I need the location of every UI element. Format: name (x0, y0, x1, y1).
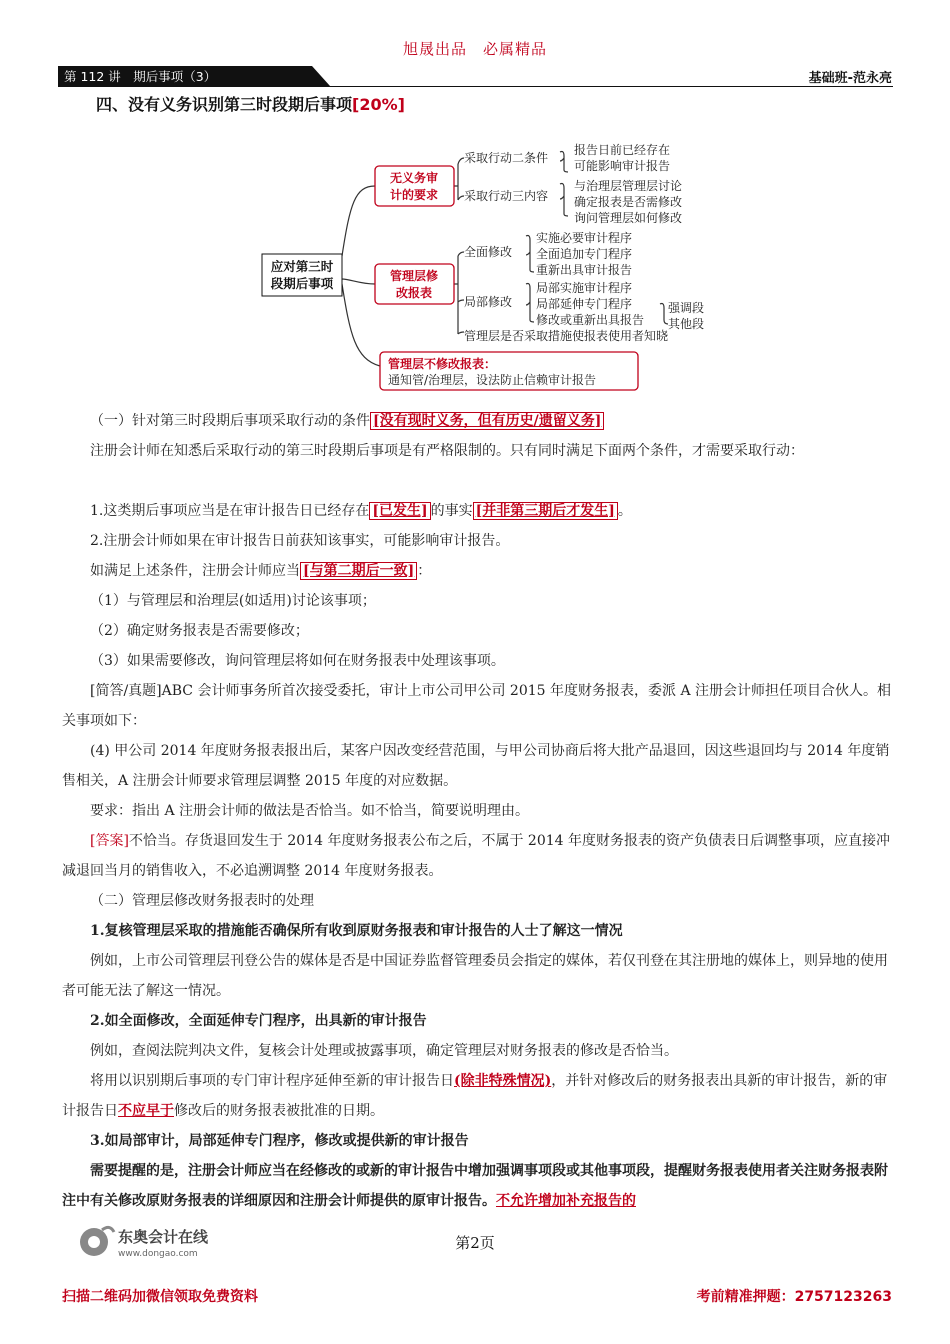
section-title (96, 92, 405, 115)
tag-occurred: [已发生] (369, 502, 430, 520)
header-divider (58, 86, 893, 87)
mindmap-node1-c2: 采取行动三内容 (464, 189, 549, 203)
mindmap-node2-c1: 全面修改 (464, 245, 513, 259)
mindmap-node2-c2-item2: 局部延伸专门程序 (536, 297, 633, 311)
para-intro: 注册会计师在知悉后采取行动的第三时段期后事项是有严格限制的。只有同时满足下面两个条件，才需要采取行动： (90, 443, 804, 459)
mindmap-node3-title: 管理层不修改报表： (388, 357, 497, 371)
section-weight: [20%] (352, 95, 405, 114)
mindmap-node2-c2-item1: 局部实施审计程序 (536, 281, 633, 295)
para-second-heading: （二）管理层修改财务报表时的处理 (90, 893, 314, 909)
mindmap-node2-line2: 改报表 (395, 286, 433, 300)
section-title-text: 四、没有义务识别第三时段期后事项 (96, 95, 353, 114)
logo-url: www.dongao.com (118, 1249, 198, 1259)
cond1-text-a: 1.这类期后事项应当是在审计报告日已经存在 (90, 503, 370, 519)
mindmap (250, 134, 720, 400)
tag-unless-special: (除非特殊情况) (454, 1073, 552, 1089)
mindmap-node1-c2-item1: 与治理层管理层讨论 (574, 179, 683, 193)
cond1-text-b: 的事实 (430, 503, 473, 519)
extend-text-c: 修改后的财务报表被批准的日期。 (174, 1103, 384, 1119)
mindmap-node1-line1: 无义务审 (389, 171, 439, 185)
mindmap-node2-c1-item2: 全面追加专门程序 (536, 247, 633, 261)
top-banner: 旭晟出品 必属精品 (402, 40, 547, 58)
mindmap-node1-c1-item2: 可能影响审计报告 (574, 159, 671, 173)
page-number: 第2页 (455, 1234, 495, 1252)
para-point-2: 2.如全面修改，全面延伸专门程序，出具新的审计报告 (90, 1013, 427, 1029)
tag-not-allowed-supplement: 不允许增加补充报告的 (496, 1193, 636, 1209)
para-requirement: 要求：指出 A 注册会计师的做法是否恰当。如不恰当，简要说明理由。 (90, 803, 530, 819)
mindmap-node2-c2-sub1: 强调段 (668, 301, 705, 315)
para-if-met (62, 556, 894, 586)
footer-contact: 考前精准押题：2757123263 (696, 1289, 892, 1305)
para-cond-2: 2.注册会计师如果在审计报告日前获知该事实，可能影响审计报告。 (90, 533, 510, 549)
mindmap-node1-c1-item1: 报告日前已经存在 (574, 143, 671, 157)
mindmap-node3-text: 通知管/治理层，设法防止信赖审计报告 (388, 373, 597, 387)
extend-text-a: 将用以识别期后事项的专门审计程序延伸至新的审计报告日 (90, 1073, 454, 1089)
tag-not-third-period: [并非第三期后才发生] (473, 502, 618, 520)
mindmap-node1-c2-item3: 询问管理层如何修改 (574, 211, 683, 225)
para-example-1: 例如，上市公司管理层刊登公告的媒体是否是中国证券监督管理委员会指定的媒体，若仅刊登在其注册地的媒体上，则异地的使用者可能无法了解这一情况。 (62, 953, 888, 999)
para-extend-procedures (62, 1066, 894, 1126)
tag-same-as-second: [与第二期后一致] (300, 562, 417, 580)
tag-not-earlier-than: 不应早于 (118, 1103, 174, 1119)
para-reminder (62, 1156, 894, 1216)
mindmap-node1-c2-item2: 确定报表是否需修改 (574, 195, 683, 209)
tag-no-present-obligation: [没有现时义务，但有历史/遗留义务] (370, 412, 604, 430)
mindmap-node1-c1: 采取行动二条件 (464, 151, 549, 165)
para-point-1: 1.复核管理层采取的措施能否确保所有收到原财务报表和审计报告的人士了解这一情况 (90, 923, 623, 939)
lecture-title: 第 112 讲 期后事项（3） (64, 69, 217, 84)
if-met-text-a: 如满足上述条件，注册会计师应当 (90, 563, 300, 579)
footer-wechat-note: 扫描二维码加微信领取免费资料 (62, 1289, 258, 1305)
extend-text-b: ，并针对修改后的财务报表出具新的审计报告，新的审计报告日 (62, 1073, 888, 1119)
para-question-item4: (4) 甲公司 2014 年度财务报表报出后，某客户因改变经营范围，与甲公司协商后将大批产品退回，因这些退回均与 2014 年度销售相关，A 注册会计师要求管理层调整 2015 年度的对应数据。 (62, 743, 890, 789)
para-step-2: （2）确定财务报表是否需要修改； (90, 623, 309, 639)
mindmap-root-line1: 应对第三时 (270, 259, 334, 274)
cond1-text-c: 。 (617, 503, 632, 519)
mindmap-node2-c2-sub2: 其他段 (668, 317, 705, 331)
mindmap-node2-c1-item3: 重新出具审计报告 (536, 263, 633, 277)
mindmap-node2-c1-item1: 实施必要审计程序 (536, 231, 633, 245)
answer-label: [答案] (90, 833, 129, 849)
mindmap-node1-line2: 计的要求 (389, 188, 439, 202)
mindmap-root-line2: 段期后事项 (270, 276, 334, 291)
if-met-text-b: ： (417, 563, 432, 579)
mindmap-node2-c3: 管理层是否采取措施使报表使用者知晓 (464, 329, 669, 343)
para-example-2: 例如，查阅法院判决文件，复核会计处理或披露事项，确定管理层对财务报表的修改是否恰当。 (90, 1043, 678, 1059)
para-condition-heading-text: （一）针对第三时段期后事项采取行动的条件 (90, 413, 370, 429)
para-step-3: （3）如果需要修改，询问管理层将如何在财务报表中处理该事项。 (90, 653, 505, 669)
logo-name: 东奥会计在线 (118, 1228, 209, 1246)
para-question: [简答/真题]ABC 会计师事务所首次接受委托，审计上市公司甲公司 2015 年度财务报表，委派 A 注册会计师担任项目合伙人。相关事项如下： (62, 683, 891, 729)
para-answer (62, 826, 894, 886)
para-cond-1 (62, 496, 894, 526)
course-name: 基础班-范永亮 (808, 71, 892, 86)
para-condition-heading (62, 406, 894, 436)
para-step-1: （1）与管理层和治理层(如适用)讨论该事项； (90, 593, 376, 609)
mindmap-node2-c2: 局部修改 (464, 295, 513, 309)
mindmap-node2-c2-item3: 修改或重新出具报告 (536, 313, 645, 327)
para-point-3: 3.如局部审计，局部延伸专门程序，修改或提供新的审计报告 (90, 1133, 469, 1149)
answer-text: 不恰当。存货退回发生于 2014 年度财务报表公布之后，不属于 2014 年度财务报表的资产负债表日后调整事项，应直接冲减退回当月的销售收入，不必追溯调整 2014 年度财务报表。 (62, 833, 890, 879)
reminder-text: 需要提醒的是，注册会计师应当在经修改的或新的审计报告中增加强调事项段或其他事项段，提醒财务报表使用者关注财务报表附注中有关修改原财务报表的详细原因和注册会计师提供的原审计报告。 (62, 1163, 888, 1209)
mindmap-node2-line1: 管理层修 (389, 269, 439, 283)
